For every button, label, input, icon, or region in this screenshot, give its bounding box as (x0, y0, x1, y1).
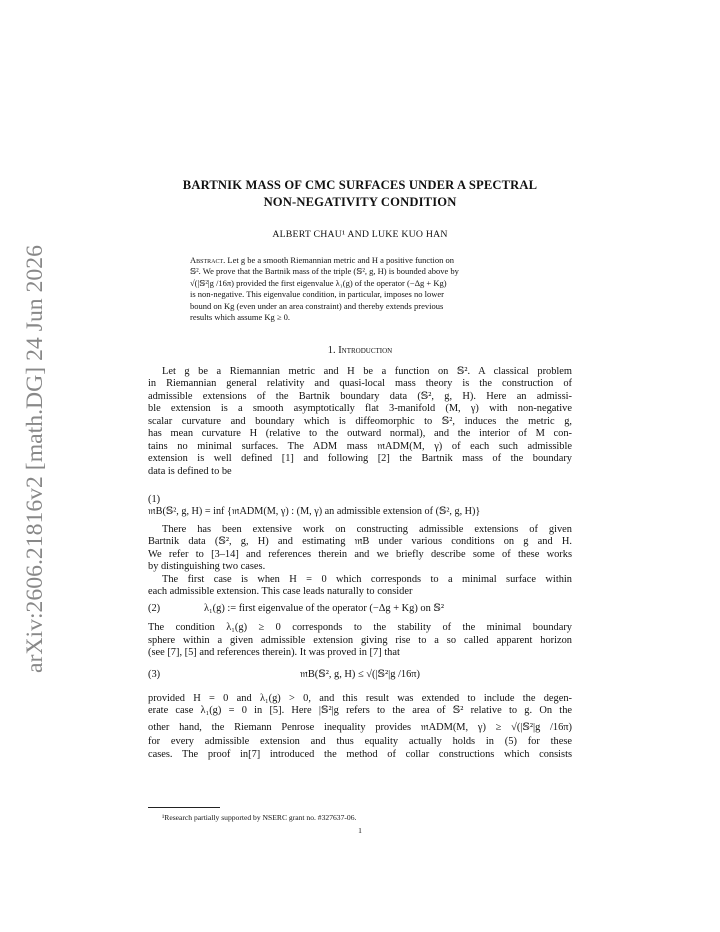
page-number: 1 (358, 826, 362, 835)
eq1: 𝔪B(𝕊², g, H) = inf {𝔪ADM(M, γ) : (M, γ) an admissible extension of (𝕊², g, H)} (148, 506, 481, 518)
p3-line: The first case is when H = 0 which corresponds to a minimal surface within (162, 573, 572, 585)
authors: ALBERT CHAU¹ AND LUKE KUO HAN (272, 229, 448, 240)
p2-line: Bartnik data (𝕊², g, H) and estimating 𝔪B under various conditions on g and H. (148, 536, 572, 548)
abstract-line-6: results which assume Kg ≥ 0. (190, 312, 291, 323)
eq3: 𝔪B(𝕊², g, H) ≤ √(|𝕊²|g /16π) (300, 668, 420, 680)
eq3-row (148, 669, 572, 683)
p1-line: Let g be a Riemannian metric and H be a function on 𝕊². A classical problem (162, 366, 572, 377)
eq1-number: (1) (148, 493, 161, 505)
title-line-1: BARTNIK MASS OF CMC SURFACES UNDER A SPECTRAL (182, 178, 538, 192)
p2-line: by distinguishing two cases. (148, 561, 266, 573)
p4-line: sphere within a given admissible extension giving rise to a so called apparent horizon (148, 634, 572, 646)
footnote: ¹Research partially supported by NSERC grant no. #327637-06. (162, 813, 357, 822)
paper-title (148, 177, 572, 211)
p1-line: in Riemannian general relativity and quasi-local mass theory is the construction of (148, 378, 572, 390)
abstract-line-5: bound on Kg (even under an area constraint) and thereby extends previous (190, 300, 444, 311)
p5-line: provided H = 0 and λ₁(g) > 0, and this result was extended to include the degen- (148, 692, 572, 704)
eq2-row (148, 603, 572, 617)
abstract-line-2: 𝕊². We prove that the Bartnik mass of the triple (𝕊², g, H) is bounded above by (190, 266, 459, 277)
p5-line: other hand, the Riemann Penrose inequality provides 𝔪ADM(M, γ) ≥ √(|𝕊²|g /16π) (148, 722, 572, 734)
p5-line: for every admissible extension and thus equality actually holds in (5) for these (148, 736, 572, 748)
p1-line: ble extension is a smooth asymptotically flat 3-manifold (M, γ) with non-negative (148, 403, 572, 415)
p5-line: cases. The proof in[7] introduced the method of collar constructions which consists (148, 748, 572, 760)
abstract-label: Abstract. (190, 255, 226, 265)
abstract-line-1 (190, 255, 530, 266)
body-text (148, 366, 572, 761)
title-line-2: NON-NEGATIVITY CONDITION (263, 195, 457, 209)
eq2: λ₁(g) := first eigenvalue of the operator (−Δg + Kg) on 𝕊² (204, 603, 445, 615)
p1-line: scalar curvature and boundary which is diffeomorphic to 𝕊², induces the metric g, (148, 415, 572, 427)
p2-line: We refer to [3–14] and references therein and we briefly describe some of these works (148, 548, 572, 560)
footnote-rule (148, 807, 220, 808)
p1-line: extension is well defined [1] and following [2] the Bartnik mass of the boundary (148, 453, 572, 465)
arxiv-stamp (8, 245, 58, 675)
p1-line: admissible extensions of the Bartnik boundary data (𝕊², g, H). Here an admissi- (148, 390, 572, 402)
p4-line: (see [7], [5] and references therein). It was proved in [7] that (148, 647, 400, 659)
p1-line: tains no minimal surfaces. The ADM mass 𝔪ADM(M, γ) of each such admissible (148, 440, 572, 452)
p1-line: has mean curvature H (relative to the outward normal), and the interior of M con- (148, 428, 572, 440)
p4-line: The condition λ₁(g) ≥ 0 corresponds to the stability of the minimal boundary (148, 622, 572, 634)
abstract-line-3: √(|𝕊²|g /16π) provided the first eigenvalue λ₁(g) of the operator (−Δg + Kg) (190, 277, 447, 288)
p3-line: each admissible extension. This case leads naturally to consider (148, 586, 413, 597)
p2-line: There has been extensive work on constructing admissible extensions of given (162, 523, 572, 535)
abstract-line-4: is non-negative. This eigenvalue condition, in particular, imposes no lower (190, 289, 444, 300)
abstract (190, 255, 530, 323)
arxiv-stamp-text: arXiv:2606.21816v2 [math.DG] 24 Jun 2026 (22, 257, 47, 673)
section-heading: 1. Introduction (327, 345, 393, 356)
abstract-text: Let g be a smooth Riemannian metric and H a positive function on (227, 255, 455, 265)
eq2-number: (2) (148, 603, 161, 615)
eq3-number: (3) (148, 668, 161, 680)
p1-line: data is defined to be (148, 465, 232, 477)
p5-line: erate case λ₁(g) = 0 in [5]. Here |𝕊²|g refers to the area of 𝕊² relative to g. On the (148, 705, 572, 717)
